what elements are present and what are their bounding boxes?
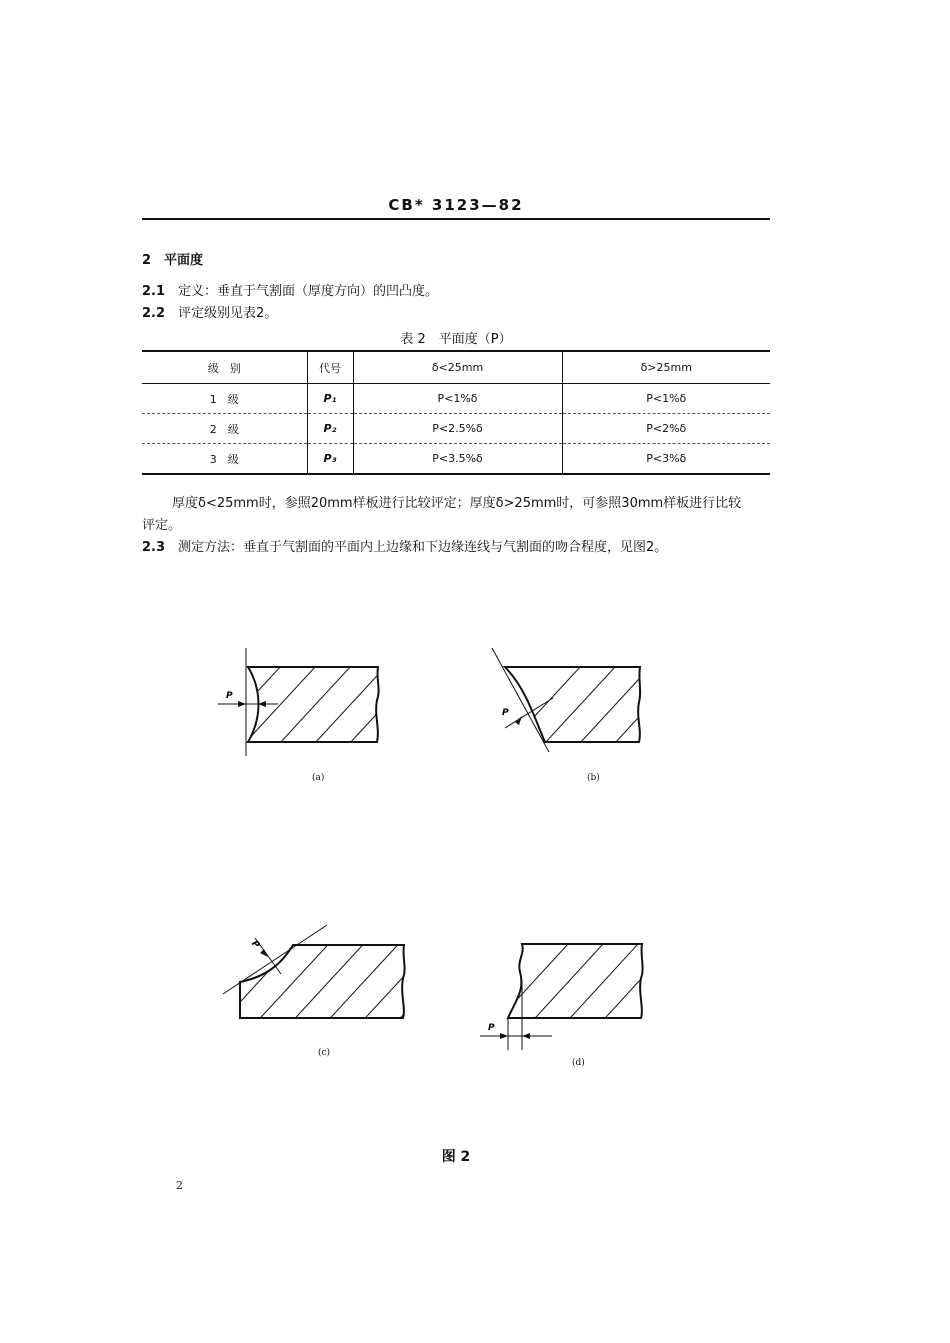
section-title: 平面度: [164, 253, 204, 268]
page-number: 2: [176, 1179, 183, 1192]
column-header-code: 代号: [307, 351, 353, 384]
paragraph-number: 2.1: [142, 284, 166, 299]
table-row: [142, 444, 770, 475]
paragraph-number: 2.2: [142, 306, 166, 321]
figure-label-c: (c): [318, 1048, 331, 1058]
thickness-note-line-1: 厚度δ<25mm时，参照20mm样板进行比较评定；厚度δ>25mm时，可参照30mm样板进行比较: [172, 496, 742, 511]
cell-thick: P<3%δ: [562, 444, 770, 475]
paragraph-number: 2.3: [142, 540, 166, 555]
cell-code: P₃: [307, 444, 353, 475]
document-code: CB* 3123—82: [388, 196, 524, 214]
figure-title: 图 2: [441, 1149, 471, 1165]
table-row: [142, 384, 770, 414]
figure-panel-b: [485, 640, 655, 765]
paragraph-text: 测定方法：垂直于气割面的平面内上边缘和下边缘连线与气割面的吻合程度，见图2。: [178, 540, 668, 555]
paragraph-2-2: [142, 302, 277, 321]
cell-grade: 1 级: [142, 384, 307, 414]
column-header-grade: 级 别: [142, 351, 307, 384]
column-header-thin: δ<25mm: [353, 351, 562, 384]
cell-thin: P<1%δ: [353, 384, 562, 414]
paragraph-2-3: [142, 536, 667, 555]
figure-panel-a: [200, 640, 400, 765]
cell-grade: 2 级: [142, 414, 307, 444]
paragraph-text: 定义：垂直于气割面（厚度方向）的凹凸度。: [178, 284, 439, 299]
thickness-note-line-2: 评定。: [142, 518, 182, 533]
flatness-grade-table: [142, 350, 770, 475]
cell-thin: P<3.5%δ: [353, 444, 562, 475]
cell-grade: 3 级: [209, 452, 239, 466]
cell-code: P₂: [307, 414, 353, 444]
panel-b-symbol: P: [502, 708, 509, 718]
table-title: 表 2 平面度（P）: [400, 332, 512, 347]
section-number: 2: [142, 253, 152, 268]
figure-panel-d: [470, 930, 660, 1055]
figure-label-d: (d): [572, 1058, 585, 1068]
figure-panel-c: [215, 920, 415, 1035]
figure-label-b: (b): [587, 773, 600, 783]
table-row: [142, 414, 770, 444]
cell-code: P₁: [307, 384, 353, 414]
header-rule: [142, 218, 770, 220]
panel-a-symbol: P: [226, 691, 233, 701]
cell-thick: P<1%δ: [562, 384, 770, 414]
paragraph-2-1: [142, 280, 438, 299]
paragraph-text: 评定级别见表2。: [178, 306, 278, 321]
column-header-thick: δ>25mm: [562, 351, 770, 384]
table-header-row: [142, 351, 770, 384]
panel-c-symbol: P: [249, 939, 261, 951]
cell-thick: P<2%δ: [562, 414, 770, 444]
section-heading: [142, 249, 203, 268]
cell-thin: P<2.5%δ: [353, 414, 562, 444]
panel-d-symbol: P: [488, 1023, 495, 1033]
figure-label-a: (a): [312, 773, 325, 783]
